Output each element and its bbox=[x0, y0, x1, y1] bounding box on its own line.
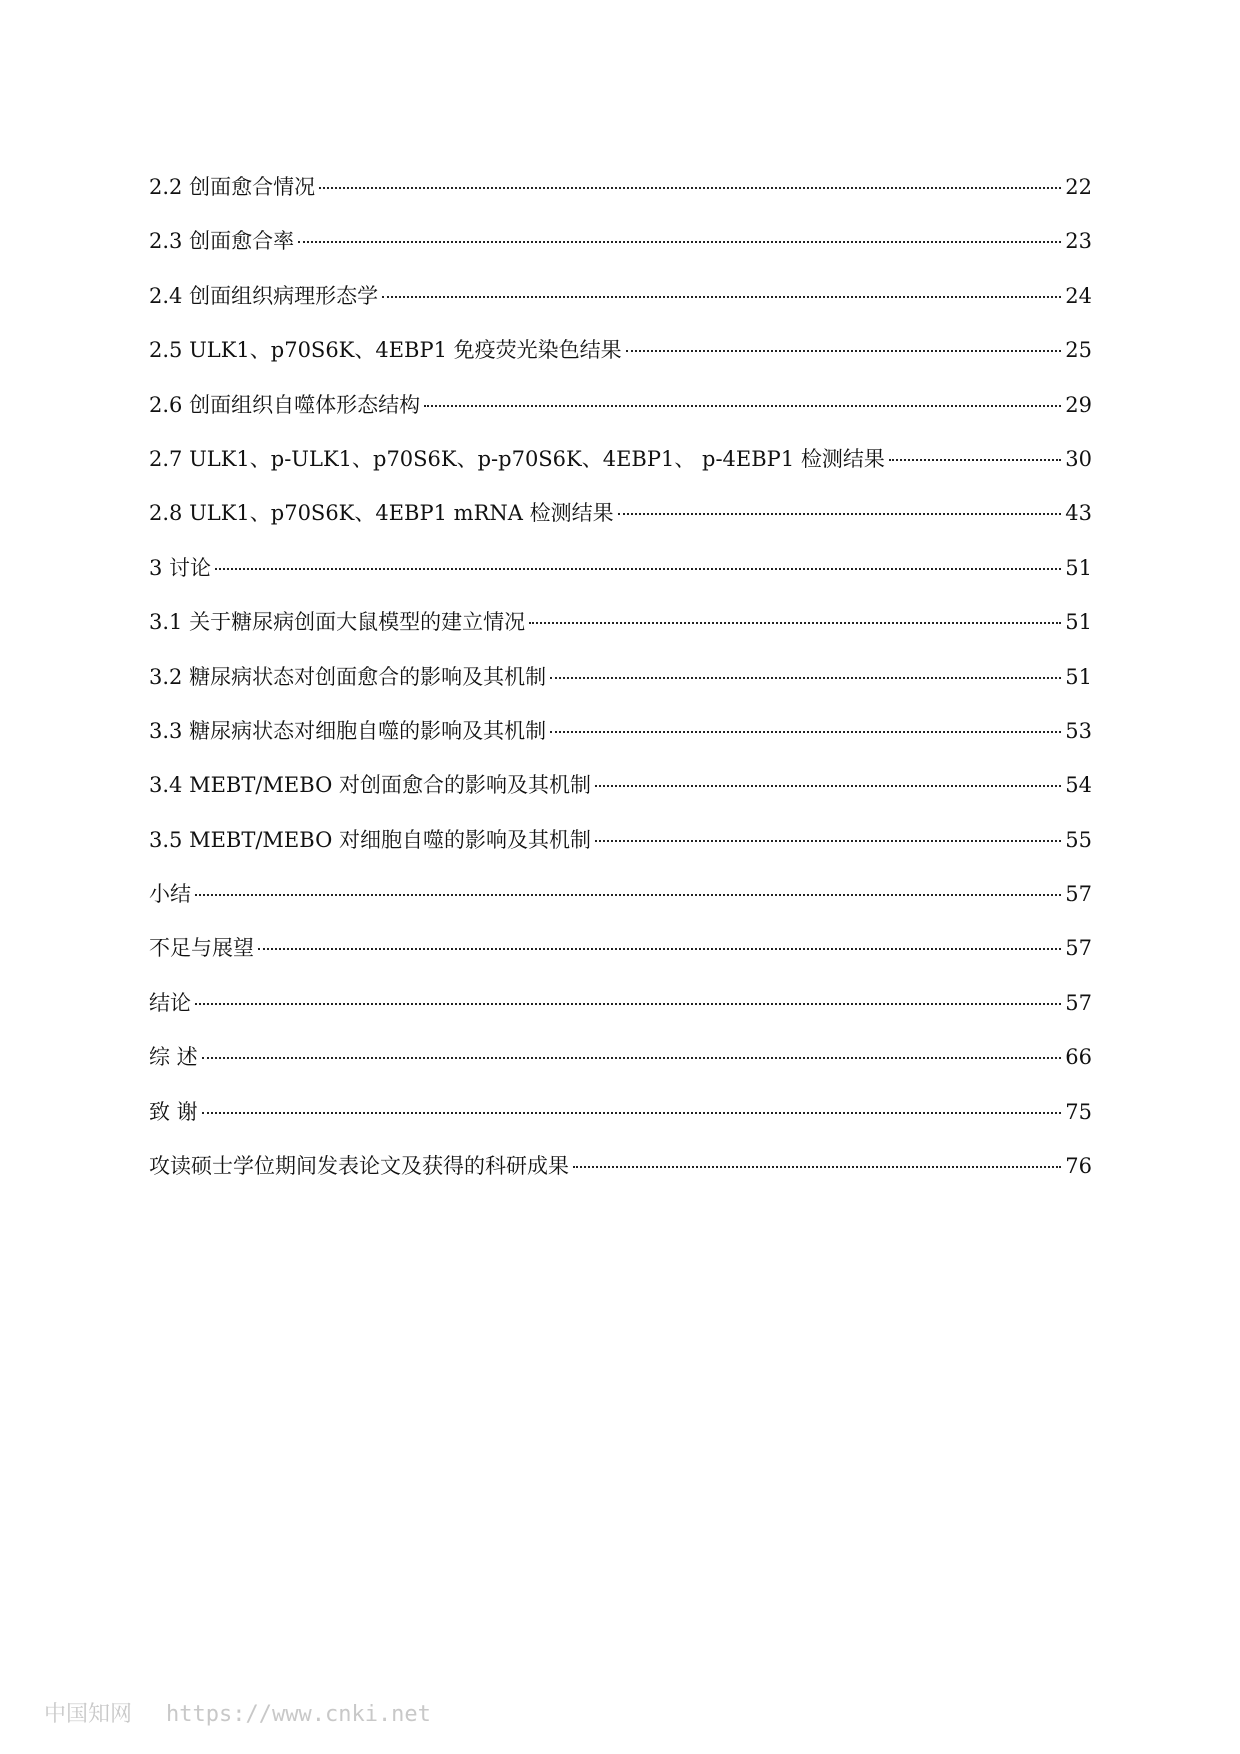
table-of-contents bbox=[149, 160, 1092, 1193]
toc-entry[interactable] bbox=[149, 650, 1092, 704]
toc-page-number: 57 bbox=[1065, 936, 1092, 961]
toc-entry[interactable] bbox=[149, 921, 1092, 975]
toc-entry-title: 2.4 创面组织病理形态学 bbox=[149, 283, 379, 308]
toc-entry[interactable] bbox=[149, 1030, 1092, 1084]
toc-entry[interactable] bbox=[149, 432, 1092, 486]
toc-entry-title: 2.7 ULK1、p-ULK1、p70S6K、p-p70S6K、4EBP1、 p-4EBP1 检测结果 bbox=[149, 446, 885, 471]
toc-page-number: 54 bbox=[1065, 773, 1092, 798]
dot-leader bbox=[258, 948, 1061, 950]
toc-page-number: 57 bbox=[1065, 882, 1092, 907]
dot-leader bbox=[424, 405, 1061, 407]
dot-leader bbox=[202, 1112, 1062, 1114]
dot-leader bbox=[298, 241, 1061, 243]
toc-entry[interactable] bbox=[149, 976, 1092, 1030]
toc-entry[interactable] bbox=[149, 813, 1092, 867]
toc-page-number: 75 bbox=[1065, 1099, 1092, 1124]
dot-leader bbox=[595, 840, 1061, 842]
toc-page-number: 53 bbox=[1065, 718, 1092, 743]
watermark-url: https://www.cnki.net bbox=[166, 1702, 431, 1727]
toc-entry[interactable] bbox=[149, 486, 1092, 540]
toc-entry[interactable] bbox=[149, 541, 1092, 595]
toc-entry-title: 3 讨论 bbox=[149, 555, 212, 580]
toc-page-number: 22 bbox=[1065, 175, 1092, 199]
toc-page-number: 57 bbox=[1065, 990, 1092, 1015]
toc-page-number: 55 bbox=[1065, 827, 1092, 852]
dot-leader bbox=[550, 677, 1061, 679]
toc-page-number: 51 bbox=[1065, 610, 1092, 635]
toc-entry[interactable] bbox=[149, 1085, 1092, 1139]
toc-page-number: 23 bbox=[1065, 229, 1092, 254]
toc-page-number: 51 bbox=[1065, 664, 1092, 689]
toc-entry[interactable] bbox=[149, 214, 1092, 268]
toc-entry[interactable] bbox=[149, 595, 1092, 649]
toc-entry-title: 攻读硕士学位期间发表论文及获得的科研成果 bbox=[149, 1154, 569, 1179]
toc-entry-title: 3.4 MEBT/MEBO 对创面愈合的影响及其机制 bbox=[149, 773, 591, 798]
toc-entry-title: 2.2 创面愈合情况 bbox=[149, 175, 316, 199]
toc-page-number: 30 bbox=[1065, 446, 1092, 471]
dot-leader bbox=[618, 513, 1062, 515]
toc-page-number: 66 bbox=[1065, 1045, 1092, 1070]
dot-leader bbox=[202, 1057, 1062, 1059]
toc-entry-title: 2.8 ULK1、p70S6K、4EBP1 mRNA 检测结果 bbox=[149, 501, 614, 526]
cnki-watermark bbox=[44, 1697, 431, 1728]
dot-leader bbox=[195, 1003, 1061, 1005]
toc-page-number: 51 bbox=[1065, 555, 1092, 580]
dot-leader bbox=[573, 1166, 1061, 1168]
toc-page-number: 29 bbox=[1065, 392, 1092, 417]
toc-entry[interactable] bbox=[149, 378, 1092, 432]
dot-leader bbox=[319, 187, 1061, 189]
toc-entry-title: 结论 bbox=[149, 990, 191, 1015]
toc-entry[interactable] bbox=[149, 160, 1092, 214]
toc-entry-title: 2.5 ULK1、p70S6K、4EBP1 免疫荧光染色结果 bbox=[149, 338, 622, 363]
dot-leader bbox=[529, 622, 1061, 624]
toc-entry-title: 致 谢 bbox=[149, 1099, 198, 1124]
toc-entry[interactable] bbox=[149, 867, 1092, 921]
toc-entry-title: 3.1 关于糖尿病创面大鼠模型的建立情况 bbox=[149, 610, 526, 635]
toc-entry-title: 2.3 创面愈合率 bbox=[149, 229, 295, 254]
watermark-brand: 中国知网 bbox=[44, 1702, 133, 1727]
toc-entry-title: 3.3 糖尿病状态对细胞自噬的影响及其机制 bbox=[149, 718, 547, 743]
dot-leader bbox=[215, 568, 1061, 570]
dot-leader bbox=[550, 731, 1061, 733]
dot-leader bbox=[382, 296, 1061, 298]
toc-entry-title: 3.5 MEBT/MEBO 对细胞自噬的影响及其机制 bbox=[149, 827, 591, 852]
toc-entry[interactable] bbox=[149, 269, 1092, 323]
dot-leader bbox=[889, 459, 1061, 461]
toc-entry[interactable] bbox=[149, 758, 1092, 812]
dot-leader bbox=[195, 894, 1061, 896]
toc-entry-title: 2.6 创面组织自噬体形态结构 bbox=[149, 392, 421, 417]
dot-leader bbox=[595, 785, 1061, 787]
toc-page-number: 24 bbox=[1065, 283, 1092, 308]
toc-entry[interactable] bbox=[149, 1139, 1092, 1193]
toc-page-number: 76 bbox=[1065, 1154, 1092, 1179]
toc-entry-title: 小结 bbox=[149, 882, 191, 907]
toc-entry-title: 不足与展望 bbox=[149, 936, 254, 961]
toc-entry[interactable] bbox=[149, 323, 1092, 377]
toc-entry[interactable] bbox=[149, 704, 1092, 758]
toc-page-number: 43 bbox=[1065, 501, 1092, 526]
toc-entry-title: 综 述 bbox=[149, 1045, 198, 1070]
toc-page-number: 25 bbox=[1065, 338, 1092, 363]
toc-entry-title: 3.2 糖尿病状态对创面愈合的影响及其机制 bbox=[149, 664, 547, 689]
dot-leader bbox=[626, 350, 1062, 352]
